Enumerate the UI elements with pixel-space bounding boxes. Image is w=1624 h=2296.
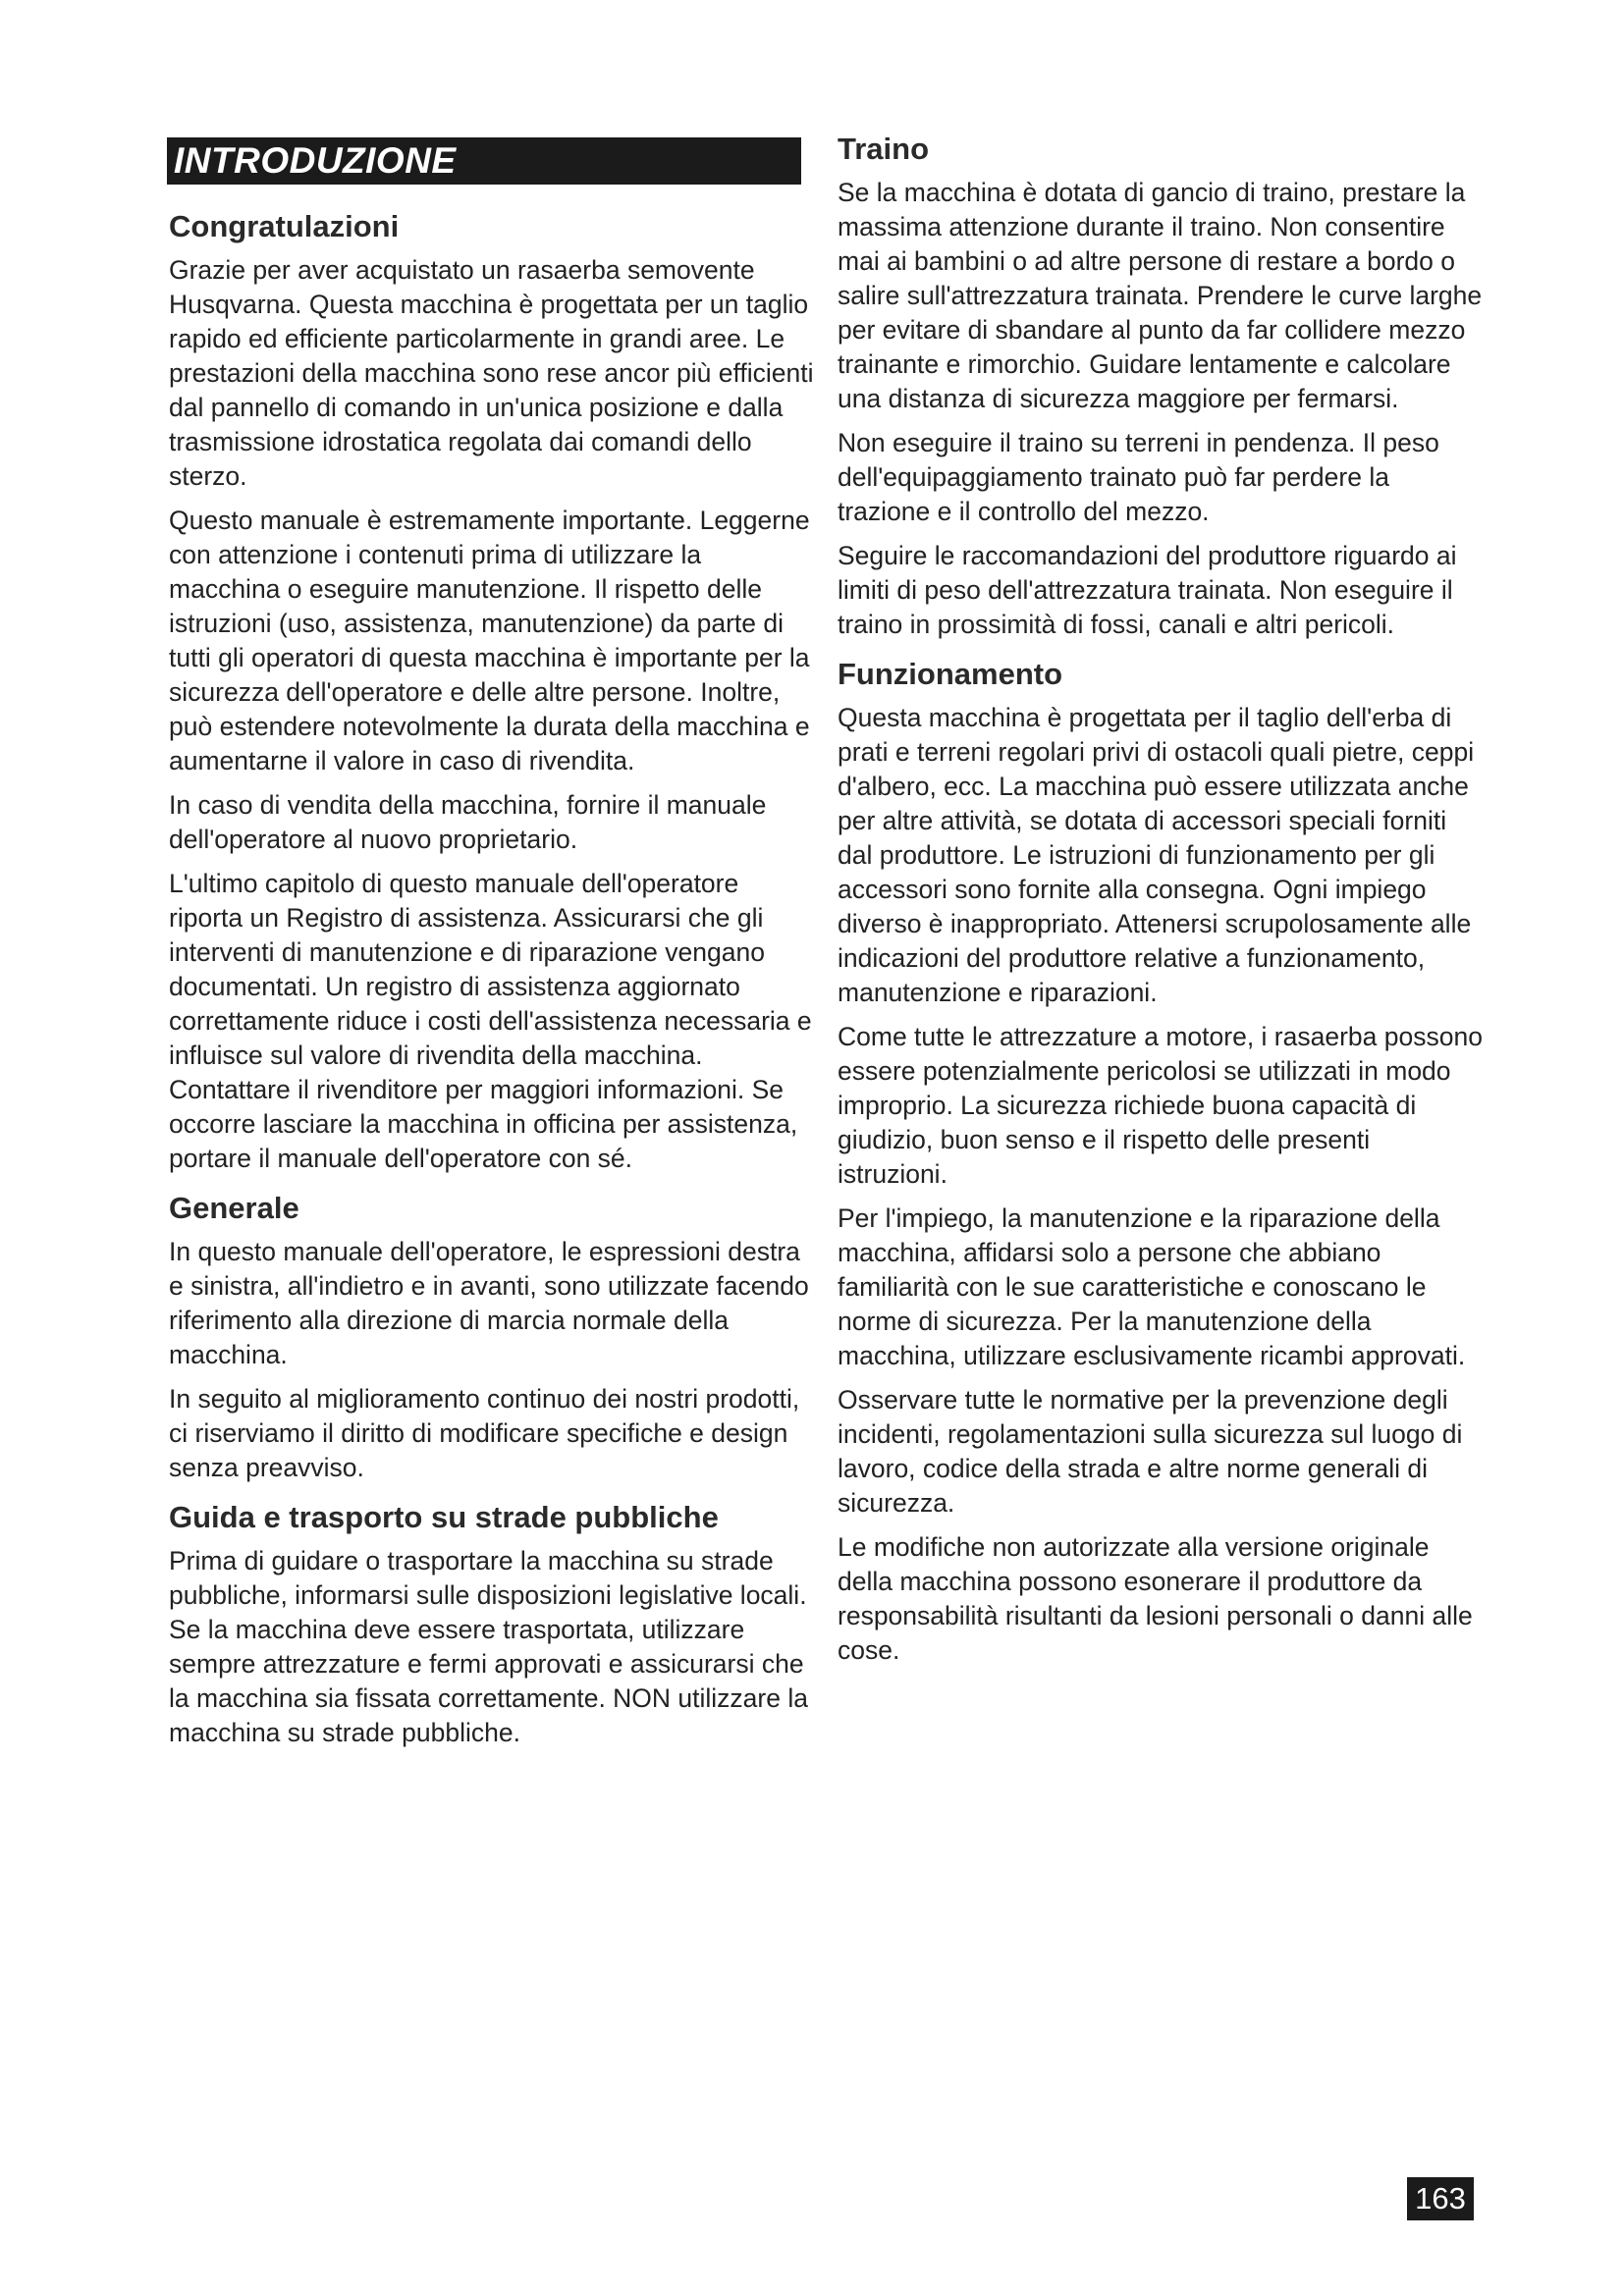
section-guida (169, 1499, 817, 1750)
heading-traino: Traino (838, 132, 930, 166)
heading-congratulazioni: Congratulazioni (169, 209, 400, 243)
section-traino (838, 131, 1486, 642)
left-column (169, 208, 817, 1764)
paragraph: Le modifiche non autorizzate alla versione originale della macchina possono esonerare il produttore da responsabilità risultanti da lesioni personali o danni alle cose. (838, 1532, 1473, 1665)
right-column (838, 131, 1486, 1682)
paragraph: Per l'impiego, la manutenzione e la riparazione della macchina, affidarsi solo a persone che abbiano familiarità con le sue caratteristiche e conoscano le norme di sicurezza. Per la manutenzione della macchina, utilizzare esclusivamente ricambi approvati. (838, 1203, 1466, 1370)
section-banner: INTRODUZIONE (167, 137, 801, 185)
paragraph: In questo manuale dell'operatore, le espressioni destra e sinistra, all'indietro e in avanti, sono utilizzate facendo riferimento alla direzione di marcia normale della macchina. (169, 1237, 809, 1369)
page-number: 163 (1407, 2177, 1474, 2220)
paragraph: Come tutte le attrezzature a motore, i rasaerba possono essere potenzialmente pericolosi se utilizzati in modo improprio. La sicurezza richiede buona capacità di giudizio, buon senso e il rispetto delle presenti istruzioni. (838, 1022, 1483, 1189)
paragraph: Se la macchina è dotata di gancio di traino, prestare la massima attenzione durante il traino. Non consentire mai ai bambini o ad altre persone di restare a bordo o salire sull'attrezzatura trainata. Prendere le curve larghe per evitare di sbandare al punto da far collidere mezzo trainante e rimorchio. Guidare lentamente e calcolare una distanza di sicurezza maggiore per fermarsi. (838, 178, 1483, 413)
paragraph: Seguire le raccomandazioni del produttore riguardo ai limiti di peso dell'attrezzatura trainata. Non eseguire il traino in prossimità di fossi, canali e altri pericoli. (838, 541, 1457, 639)
paragraph: In caso di vendita della macchina, fornire il manuale dell'operatore al nuovo proprietario. (169, 790, 767, 854)
paragraph: Questa macchina è progettata per il taglio dell'erba di prati e terreni regolari privi di ostacoli quali pietre, ceppi d'albero, ecc. La macchina può essere utilizzata anche per altre attività, se dotata di accessori speciali forniti dal produttore. Le istruzioni di funzionamento per gli accessori sono fornite alla consegna. Ogni impiego diverso è inappropriato. Attenersi scrupolosamente alle indicazioni del produttore relative a funzionamento, manutenzione e riparazioni. (838, 703, 1475, 1007)
paragraph: Osservare tutte le normative per la prevenzione degli incidenti, regolamentazioni sulla sicurezza sul luogo di lavoro, codice della strada e altre norme generali di sicurezza. (838, 1385, 1463, 1518)
section-funzionamento (838, 656, 1486, 1668)
paragraph: Non eseguire il traino su terreni in pendenza. Il peso dell'equipaggiamento trainato può far perdere la trazione e il controllo del mezzo. (838, 428, 1439, 526)
heading-guida: Guida e trasporto su strade pubbliche (169, 1500, 719, 1534)
paragraph: In seguito al miglioramento continuo dei nostri prodotti, ci riserviamo il diritto di modificare specifiche e design senza preavviso. (169, 1384, 800, 1482)
section-congratulazioni (169, 208, 817, 1176)
paragraph: Prima di guidare o trasportare la macchina su strade pubbliche, informarsi sulle disposizioni legislative locali. Se la macchina deve essere trasportata, utilizzare sempre attrezzature e fermi approvati e assicurarsi che la macchina sia fissata correttamente. NON utilizzare la macchina su strade pubbliche. (169, 1546, 808, 1747)
paragraph: Grazie per aver acquistato un rasaerba semovente Husqvarna. Questa macchina è progettata per un taglio rapido ed efficiente particolarmente in grandi aree. Le prestazioni della macchina sono rese ancor più efficienti dal pannello di comando in un'unica posizione e dalla trasmissione idrostatica regolata dai comandi dello sterzo. (169, 255, 814, 491)
paragraph: L'ultimo capitolo di questo manuale dell'operatore riporta un Registro di assistenza. Assicurarsi che gli interventi di manutenzione e di riparazione vengano documentati. Un registro di assistenza aggiornato correttamente riduce i costi dell'assistenza necessaria e influisce sul valore di rivendita della macchina. Contattare il rivenditore per maggiori informazioni. Se occorre lasciare la macchina in officina per assistenza, portare il manuale dell'operatore con sé. (169, 869, 812, 1173)
heading-funzionamento: Funzionamento (838, 657, 1063, 691)
section-generale (169, 1190, 817, 1485)
paragraph: Questo manuale è estremamente importante. Leggerne con attenzione i contenuti prima di utilizzare la macchina o eseguire manutenzione. Il rispetto delle istruzioni (uso, assistenza, manutenzione) da parte di tutti gli operatori di questa macchina è importante per la sicurezza dell'operatore e delle altre persone. Inoltre, può estendere notevolmente la durata della macchina e aumentarne il valore in caso di rivendita. (169, 506, 810, 775)
heading-generale: Generale (169, 1191, 299, 1225)
